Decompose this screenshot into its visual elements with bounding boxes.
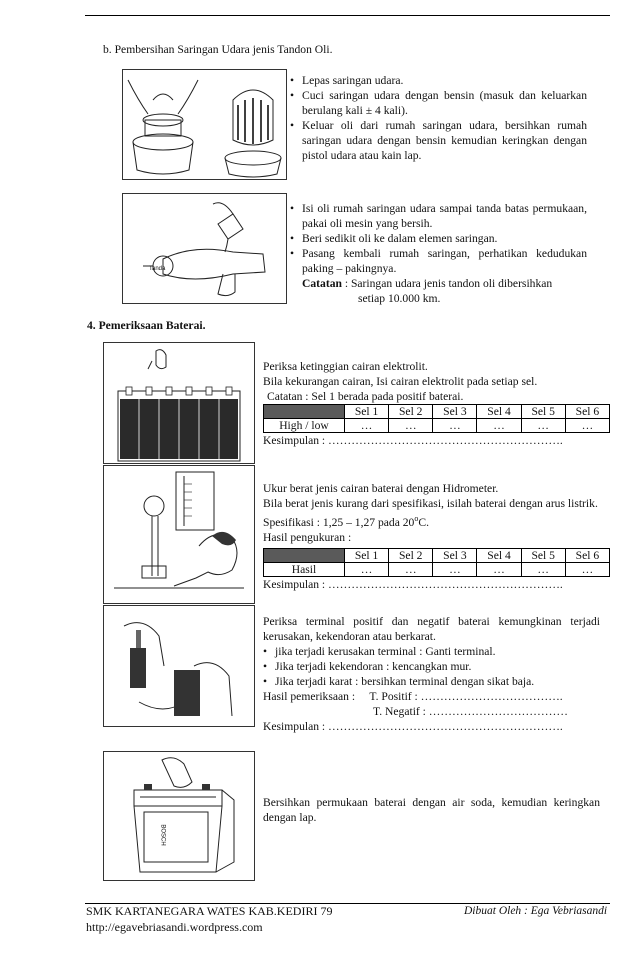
table-cell: …	[433, 563, 477, 577]
block2-text	[263, 481, 600, 545]
kesimpulan: Kesimpulan : …………………………………………………….	[263, 434, 563, 447]
terminal-action-list	[263, 644, 600, 689]
hasil-label: Hasil pengukuran :	[263, 530, 352, 544]
table-header-cell: Sel 6	[565, 549, 609, 563]
table-cell: …	[565, 563, 609, 577]
table-cell: …	[433, 419, 477, 433]
table-cell: Hasil	[264, 563, 345, 577]
table-cell: …	[389, 419, 433, 433]
bullet-item: • Keluar oli dari rumah saringan udara, bersihkan rumah saringan udara dengan bensin kemudian keringkan dengan pistol udara atau kain lap.	[290, 118, 587, 163]
header-rule	[85, 15, 610, 16]
section-b-bullets-1	[290, 73, 587, 163]
table-header-cell: Sel 2	[389, 405, 433, 419]
table-header-cell	[264, 405, 345, 419]
text-line: Periksa terminal positif dan negatif baterai kemungkinan terjadi kerusakan, kekendoran atau berkarat.	[263, 615, 600, 643]
battery-cleaning-figure	[103, 751, 255, 881]
table-row	[264, 419, 610, 433]
hasil-positif: Hasil pemeriksaan : T. Positif : ……………………………….	[263, 690, 563, 703]
section-b-bullets-2	[290, 201, 587, 276]
table-header-cell	[264, 549, 345, 563]
footer-author: Dibuat Oleh : Ega Vebriasandi	[464, 905, 608, 917]
table-header-cell: Sel 6	[565, 405, 609, 419]
text-line: Ukur berat jenis cairan baterai dengan Hidrometer.	[263, 482, 499, 495]
block1-text	[263, 359, 611, 448]
table-header-cell: Sel 1	[345, 405, 389, 419]
block2-table-wrap	[263, 548, 611, 592]
hasil-negatif: T. Negatif : ………………………………	[373, 705, 568, 718]
bullet-item: • Beri sedikit oli ke dalam elemen saringan.	[290, 231, 587, 246]
list-item: • Jika terjadi karat : bersihkan terminal dengan sikat baja.	[263, 674, 600, 689]
terminal-inspection-figure	[103, 605, 255, 727]
table-row	[264, 563, 610, 577]
table-cell: High / low	[264, 419, 345, 433]
footer-url[interactable]: http://egavebriasandi.wordpress.com	[86, 920, 263, 934]
footer-school: SMK KARTANEGARA WATES KAB.KEDIRI 79	[86, 904, 333, 918]
list-item: • jika terjadi kerusakan terminal : Ganti terminal.	[263, 644, 600, 659]
block4-text: Bersihkan permukaan baterai dengan air soda, kemudian keringkan dengan lap.	[263, 796, 600, 824]
section-4-heading: 4. Pemeriksaan Baterai.	[87, 319, 206, 332]
kesimpulan: Kesimpulan : …………………………………………………….	[263, 720, 563, 733]
battery-cells-figure	[103, 342, 255, 464]
table-header-cell: Sel 3	[433, 549, 477, 563]
bullet-item: • Cuci saringan udara dengan bensin (masuk dan keluarkan berulang kali ± 4 kali).	[290, 88, 587, 118]
table-cell: …	[477, 419, 521, 433]
figure-label: Tanda	[149, 266, 166, 272]
table-header-cell: Sel 4	[477, 405, 521, 419]
table-header-cell: Sel 5	[521, 549, 565, 563]
section-b-heading: b. Pembersihan Saringan Udara jenis Tandon Oli.	[103, 43, 333, 56]
table-cell: …	[345, 563, 389, 577]
table-header-cell: Sel 5	[521, 405, 565, 419]
oil-fill-figure	[122, 193, 287, 304]
spec-sup: o	[414, 514, 419, 523]
table-header-cell: Sel 4	[477, 549, 521, 563]
electrolyte-level-table	[263, 404, 610, 433]
table-cell: …	[477, 563, 521, 577]
bullet-item: • Lepas saringan udara.	[290, 73, 587, 88]
table-header-cell: Sel 3	[433, 405, 477, 419]
spec-line	[263, 511, 600, 530]
text-line: Periksa ketinggian cairan elektrolit.	[263, 360, 428, 373]
table-cell: …	[521, 563, 565, 577]
spec-suffix: C.	[418, 515, 429, 529]
catatan-text-2: setiap 10.000 km.	[358, 292, 441, 305]
battery-brand-label: BOSCH	[159, 824, 166, 846]
spec-prefix: Spesifikasi : 1,25 – 1,27 pada 20	[263, 515, 415, 529]
table-header-row	[264, 549, 610, 563]
hydrometer-figure	[103, 465, 255, 604]
table-header-cell: Sel 1	[345, 549, 389, 563]
table-cell: …	[521, 419, 565, 433]
catatan-line	[302, 276, 552, 291]
list-item: • Jika terjadi kekendoran : kencangkan mur.	[263, 659, 600, 674]
table-header-cell: Sel 2	[389, 549, 433, 563]
table-header-row	[264, 405, 610, 419]
table-cell: …	[565, 419, 609, 433]
table-cell: …	[389, 563, 433, 577]
air-filter-cleaning-figure	[122, 69, 287, 180]
text-line: Catatan : Sel 1 berada pada positif baterai.	[267, 390, 464, 403]
text-line: Bila kekurangan cairan, Isi cairan elektrolit pada setiap sel.	[263, 375, 538, 388]
specific-gravity-table	[263, 548, 610, 577]
bullet-item: • Pasang kembali rumah saringan, perhatikan kedudukan paking – pakingnya.	[290, 246, 587, 276]
block3-text	[263, 614, 600, 734]
text-line: Bila berat jenis kurang dari spesifikasi, isilah baterai dengan arus listrik.	[263, 497, 598, 510]
catatan-text: : Saringan udara jenis tandon oli dibersihkan	[344, 277, 553, 290]
catatan-label: Catatan	[302, 277, 342, 290]
bullet-item: • Isi oli rumah saringan udara sampai tanda batas permukaan, pakai oli mesin yang bersih.	[290, 201, 587, 231]
kesimpulan: Kesimpulan : …………………………………………………….	[263, 578, 563, 591]
table-cell: …	[345, 419, 389, 433]
